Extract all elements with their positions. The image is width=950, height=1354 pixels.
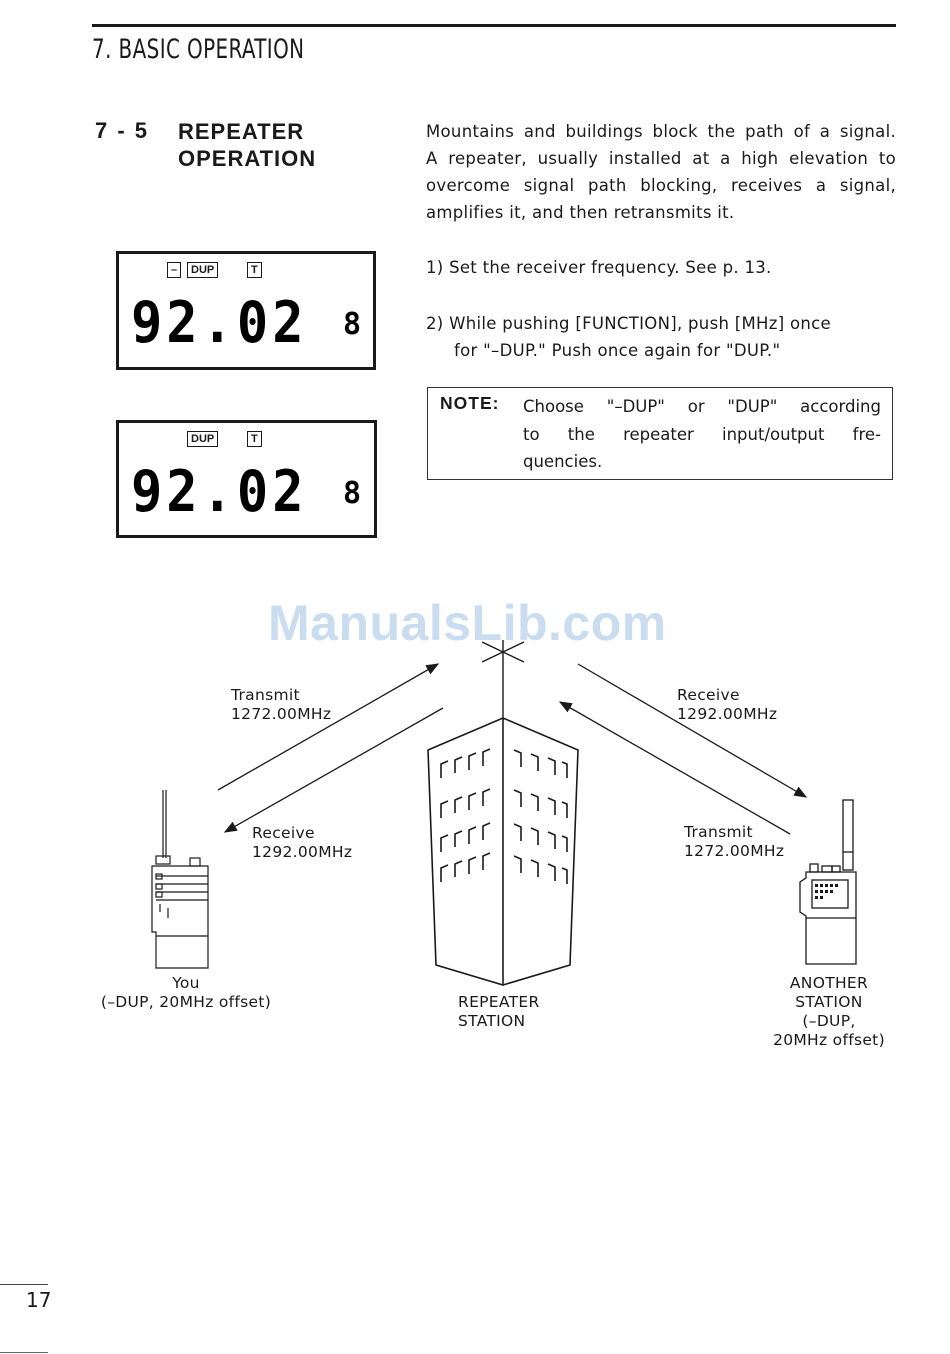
you-label: [84, 974, 288, 1012]
another-station-line2: STATION: [795, 993, 863, 1011]
right-transmit-text: Transmit: [684, 823, 753, 841]
intro-line: A repeater, usually installed at a high elevation to: [426, 149, 896, 168]
page-bottom-rule: [0, 1352, 48, 1353]
left-transmit-frequency: 1272.00MHz: [231, 705, 332, 723]
repeater-station-label: [458, 993, 540, 1031]
lcd-tone-indicator: T: [247, 431, 262, 447]
lcd-frequency-readout: 92.02: [131, 457, 308, 525]
section-number: 7 - 5: [95, 118, 150, 143]
left-receive-label: [252, 824, 352, 862]
repeater-station-line2: STATION: [458, 1012, 526, 1030]
lcd-minus-indicator: –: [167, 262, 181, 278]
intro-line: amplifies it, and then retransmits it.: [426, 203, 735, 222]
section-title-line1: REPEATER: [178, 119, 305, 144]
right-transmit-frequency: 1272.00MHz: [684, 842, 785, 860]
left-transmit-arrow: [218, 664, 438, 790]
left-receive-frequency: 1292.00MHz: [252, 843, 353, 861]
repeater-antenna-icon: [482, 640, 524, 720]
another-station-line3: (–DUP,: [802, 1012, 856, 1030]
lcd-tone-indicator: T: [247, 262, 262, 278]
another-station-line1: ANOTHER: [789, 974, 869, 992]
you-text: You: [172, 974, 200, 992]
note-line: to the repeater input/output fre-: [523, 424, 881, 444]
note-line: Choose "–DUP" or "DUP" according: [523, 397, 881, 416]
note-line: quencies.: [523, 452, 603, 471]
right-transmit-label: [684, 823, 784, 861]
right-receive-label: [677, 686, 777, 724]
left-transmit-label: [231, 686, 331, 724]
left-receive-text: Receive: [252, 824, 315, 842]
intro-line: Mountains and buildings block the path of a signal.: [426, 122, 896, 141]
lcd-dup-indicator: DUP: [187, 262, 218, 278]
page-number-rule: [0, 1284, 48, 1285]
section-title-line2: OPERATION: [178, 146, 317, 171]
repeater-station-line1: REPEATER: [458, 993, 540, 1011]
keypad-icon: [815, 884, 838, 899]
step-2-line1: 2) While pushing [FUNCTION], push [MHz] once: [426, 314, 831, 333]
lcd-channel-readout: 8: [343, 476, 362, 511]
another-station-label: [760, 974, 898, 1050]
note-label: NOTE:: [440, 393, 500, 413]
lcd-channel-readout: 8: [343, 307, 362, 342]
right-receive-text: Receive: [677, 686, 740, 704]
repeater-building-icon: [428, 718, 578, 985]
handheld-radio-icon: [800, 800, 856, 964]
chapter-title: 7. BASIC OPERATION: [92, 34, 305, 65]
lcd-frequency-readout: 92.02: [131, 288, 308, 356]
step-2-line2: for "–DUP." Push once again for "DUP.": [454, 341, 781, 360]
left-transmit-text: Transmit: [231, 686, 300, 704]
intro-line: overcome signal path blocking, receives a signal,: [426, 176, 896, 195]
step-1: 1) Set the receiver frequency. See p. 13.: [426, 258, 772, 277]
left-receive-arrow: [225, 708, 443, 832]
handheld-radio-icon: [152, 790, 208, 968]
you-offset-text: (–DUP, 20MHz offset): [100, 993, 272, 1011]
right-receive-frequency: 1292.00MHz: [677, 705, 778, 723]
lcd-dup-indicator: DUP: [187, 431, 218, 447]
watermark: ManualsLib.com: [268, 595, 667, 651]
another-station-line4: 20MHz offset): [773, 1031, 885, 1049]
page-number: 17: [26, 1288, 52, 1312]
